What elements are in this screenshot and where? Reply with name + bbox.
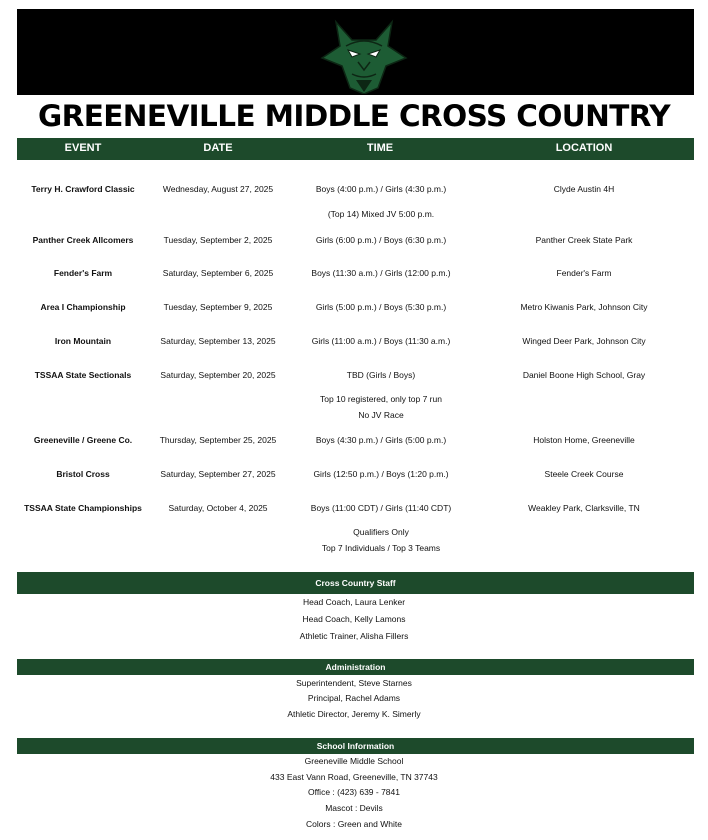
location-cell: Metro Kiwanis Park, Johnson City [520,302,648,312]
schedule-row [0,435,708,449]
staff-line: Athletic Trainer, Alisha Fillers [299,631,409,641]
school-info-line: Mascot : Devils [325,803,383,813]
time-cell: Girls (11:00 a.m.) / Boys (11:30 a.m.) [311,336,451,346]
schedule-row [0,469,708,483]
column-header-location: LOCATION [555,142,613,154]
staff-line: Head Coach, Kelly Lamons [302,614,406,624]
column-header-date: DATE [203,142,233,154]
schedule-row [0,543,708,557]
location-cell: Winged Deer Park, Johnson City [522,336,646,346]
schedule-row [0,268,708,282]
schedule-row [0,235,708,249]
school-info-line: Greeneville Middle School [304,756,404,766]
time-cell: (Top 14) Mixed JV 5:00 p.m. [327,209,435,219]
location-cell: Panther Creek State Park [535,235,633,245]
time-cell: Girls (6:00 p.m.) / Boys (6:30 p.m.) [315,235,447,245]
time-cell: Boys (11:30 a.m.) / Girls (12:00 p.m.) [311,268,451,278]
date-cell: Wednesday, August 27, 2025 [162,184,274,194]
staff-heading: Cross Country Staff [17,572,694,594]
schedule-row [0,209,708,223]
location-cell: Fender's Farm [556,268,612,278]
schedule-row [0,503,708,517]
administration-line: Athletic Director, Jeremy K. Simerly [287,709,421,719]
time-cell: Qualifiers Only [353,527,409,537]
location-cell: Holston Home, Greeneville [533,435,635,445]
administration-heading: Administration [17,659,694,675]
event-cell: TSSAA State Championships [24,503,142,513]
schedule-header [17,138,694,160]
schedule-row [0,394,708,408]
event-cell: Panther Creek Allcomers [32,235,134,245]
school-info-line: 433 East Vann Road, Greeneville, TN 37743 [270,772,438,782]
time-cell: Boys (4:30 p.m.) / Girls (5:00 p.m.) [315,435,447,445]
event-cell: Area I Championship [40,302,126,312]
column-header-event: EVENT [64,142,102,154]
schedule-row [0,410,708,424]
event-cell: Terry H. Crawford Classic [31,184,135,194]
date-cell: Saturday, September 20, 2025 [160,370,276,380]
time-cell: No JV Race [358,410,404,420]
column-header-time: TIME [366,142,394,154]
time-cell: Girls (12:50 p.m.) / Boys (1:20 p.m.) [313,469,449,479]
event-cell: Greeneville / Greene Co. [33,435,133,445]
time-cell: Boys (4:00 p.m.) / Girls (4:30 p.m.) [315,184,447,194]
staff-line: Head Coach, Laura Lenker [302,597,406,607]
time-cell: Top 7 Individuals / Top 3 Teams [321,543,441,553]
event-cell: Bristol Cross [56,469,110,479]
event-cell: TSSAA State Sectionals [34,370,132,380]
date-cell: Tuesday, September 2, 2025 [163,235,273,245]
schedule-row [0,302,708,316]
location-cell: Steele Creek Course [544,469,624,479]
time-cell: TBD (Girls / Boys) [346,370,416,380]
school-info-heading: School Information [17,738,694,754]
schedule-row [0,336,708,350]
date-cell: Saturday, September 6, 2025 [162,268,274,278]
location-cell: Weakley Park, Clarksville, TN [528,503,640,513]
date-cell: Tuesday, September 9, 2025 [163,302,273,312]
devil-mascot-icon [316,16,412,94]
date-cell: Saturday, September 27, 2025 [160,469,276,479]
location-cell: Daniel Boone High School, Gray [522,370,646,380]
date-cell: Saturday, October 4, 2025 [168,503,268,513]
time-cell: Top 10 registered, only top 7 run [320,394,442,404]
date-cell: Thursday, September 25, 2025 [159,435,277,445]
location-cell: Clyde Austin 4H [553,184,615,194]
event-cell: Iron Mountain [54,336,112,346]
schedule-row [0,184,708,198]
school-info-line: Colors : Green and White [306,819,402,829]
time-cell: Boys (11:00 CDT) / Girls (11:40 CDT) [310,503,452,513]
school-info-line: Office : (423) 639 - 7841 [308,787,400,797]
schedule-row [0,370,708,384]
page-title: GREENEVILLE MIDDLE CROSS COUNTRY [37,99,671,133]
event-cell: Fender's Farm [53,268,113,278]
schedule-row [0,527,708,541]
administration-line: Superintendent, Steve Starnes [296,678,412,688]
time-cell: Girls (5:00 p.m.) / Boys (5:30 p.m.) [315,302,447,312]
administration-line: Principal, Rachel Adams [307,693,401,703]
date-cell: Saturday, September 13, 2025 [160,336,276,346]
